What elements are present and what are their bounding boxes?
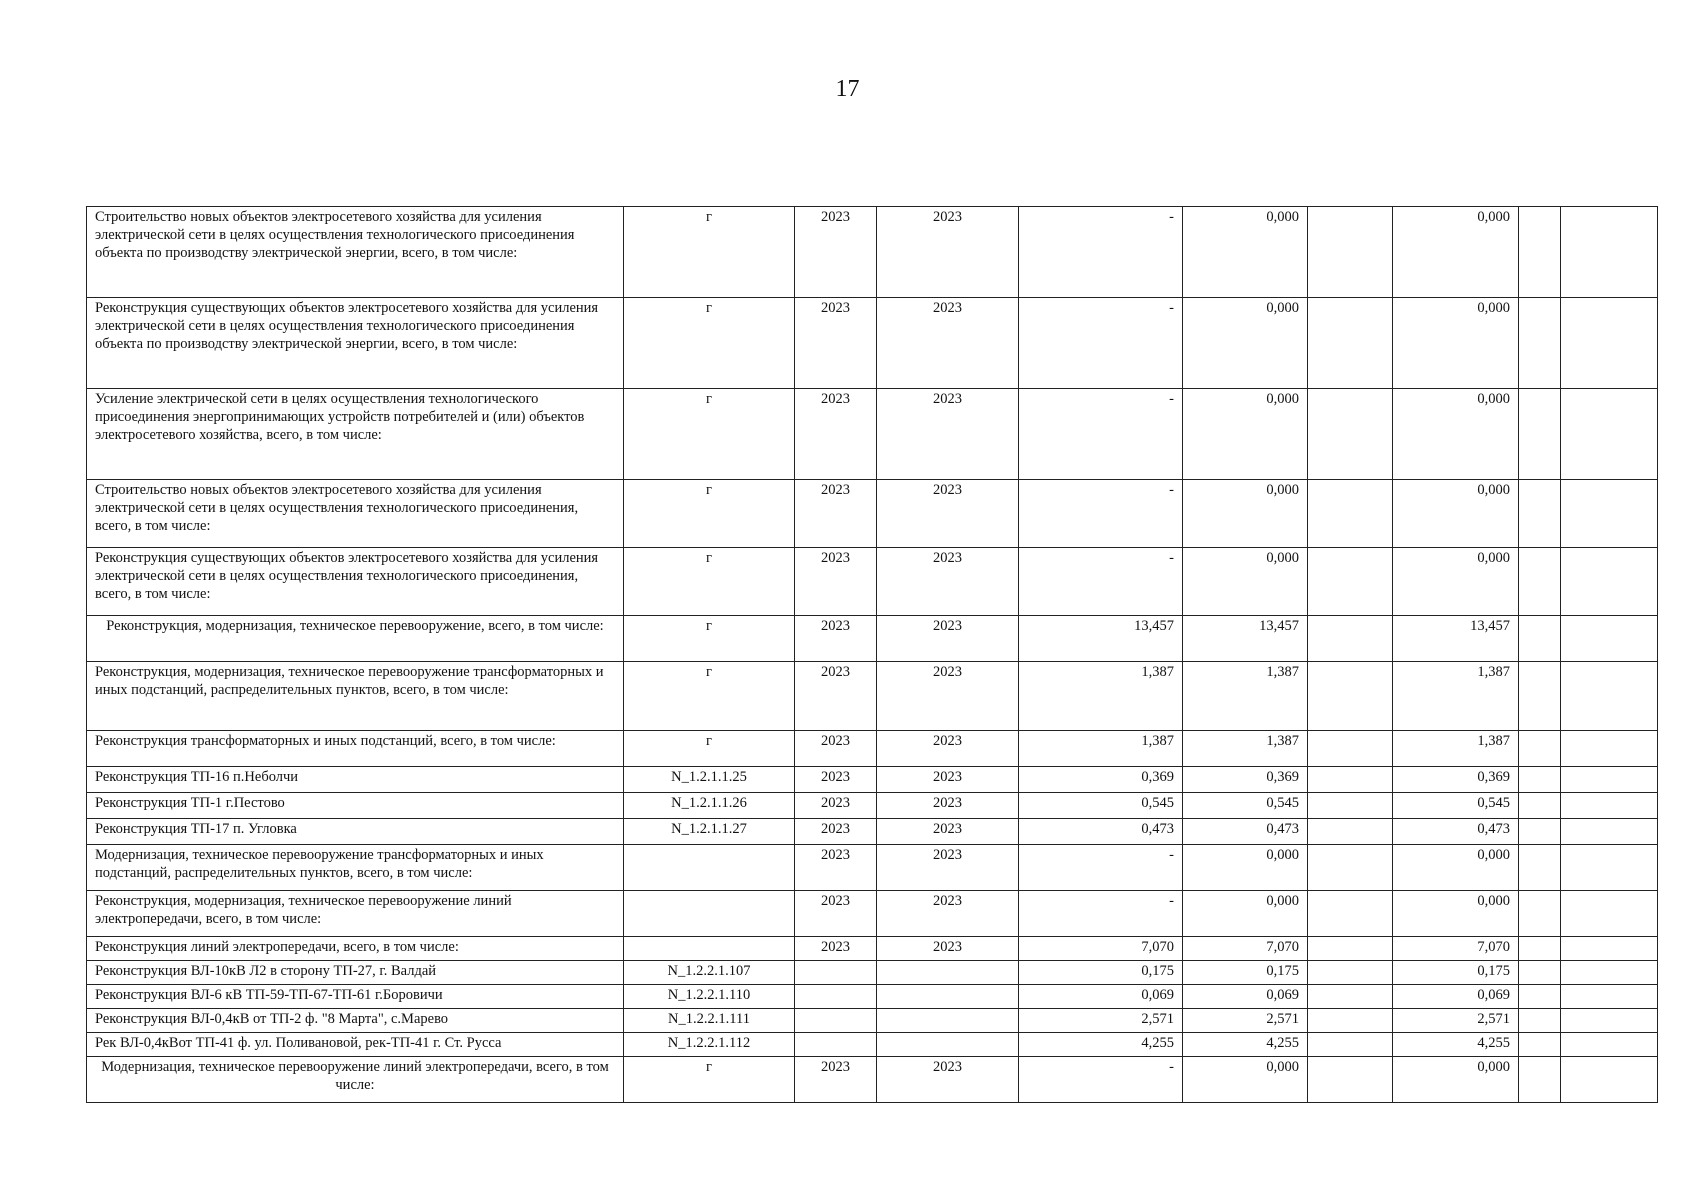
value-cell-2: 0,000 bbox=[1183, 389, 1308, 480]
row-name: Реконструкция, модернизация, техническое перевооружение линий электропередачи, всего, в том числе: bbox=[87, 891, 624, 937]
value-cell-3 bbox=[1308, 1033, 1393, 1057]
year-start-cell bbox=[795, 1033, 877, 1057]
year-start-cell: 2023 bbox=[795, 793, 877, 819]
year-end-cell bbox=[877, 985, 1019, 1009]
value-cell-3 bbox=[1308, 767, 1393, 793]
value-cell-6 bbox=[1561, 819, 1658, 845]
year-end-cell: 2023 bbox=[877, 548, 1019, 616]
row-name: Модернизация, техническое перевооружение трансформаторных и иных подстанций, распределительных пунктов, всего, в том числе: bbox=[87, 845, 624, 891]
value-cell-5 bbox=[1519, 389, 1561, 480]
year-end-cell: 2023 bbox=[877, 937, 1019, 961]
row-name: Модернизация, техническое перевооружение линий электропередачи, всего, в том числе: bbox=[87, 1057, 624, 1103]
value-cell-3 bbox=[1308, 207, 1393, 298]
value-cell-5 bbox=[1519, 845, 1561, 891]
row-code: N_1.2.1.1.26 bbox=[624, 793, 795, 819]
value-cell-1: 0,069 bbox=[1019, 985, 1183, 1009]
value-cell-1: 7,070 bbox=[1019, 937, 1183, 961]
value-cell-6 bbox=[1561, 1057, 1658, 1103]
row-code: г bbox=[624, 298, 795, 389]
value-cell-2: 0,000 bbox=[1183, 845, 1308, 891]
value-cell-1: - bbox=[1019, 480, 1183, 548]
year-end-cell: 2023 bbox=[877, 819, 1019, 845]
value-cell-1: - bbox=[1019, 891, 1183, 937]
year-end-cell: 2023 bbox=[877, 480, 1019, 548]
value-cell-2: 2,571 bbox=[1183, 1009, 1308, 1033]
table-row bbox=[87, 616, 1658, 662]
value-cell-5 bbox=[1519, 207, 1561, 298]
row-name: Реконструкция ВЛ-10кВ Л2 в сторону ТП-27, г. Валдай bbox=[87, 961, 624, 985]
value-cell-6 bbox=[1561, 961, 1658, 985]
row-name: Усиление электрической сети в целях осуществления технологического присоединения энергопринимающих устройств потребителей и (или) объектов электросетевого хозяйства, всего, в том числе: bbox=[87, 389, 624, 480]
value-cell-6 bbox=[1561, 616, 1658, 662]
value-cell-2: 4,255 bbox=[1183, 1033, 1308, 1057]
value-cell-3 bbox=[1308, 1057, 1393, 1103]
value-cell-6 bbox=[1561, 298, 1658, 389]
value-cell-6 bbox=[1561, 891, 1658, 937]
value-cell-4: 0,000 bbox=[1393, 389, 1519, 480]
year-end-cell: 2023 bbox=[877, 767, 1019, 793]
value-cell-1: 4,255 bbox=[1019, 1033, 1183, 1057]
row-code: N_1.2.1.1.27 bbox=[624, 819, 795, 845]
year-end-cell: 2023 bbox=[877, 207, 1019, 298]
year-end-cell: 2023 bbox=[877, 793, 1019, 819]
table-row bbox=[87, 662, 1658, 731]
value-cell-6 bbox=[1561, 731, 1658, 767]
table-body bbox=[87, 207, 1658, 1103]
row-code: г bbox=[624, 616, 795, 662]
row-code: N_1.2.2.1.112 bbox=[624, 1033, 795, 1057]
year-start-cell: 2023 bbox=[795, 389, 877, 480]
value-cell-1: 0,175 bbox=[1019, 961, 1183, 985]
year-start-cell: 2023 bbox=[795, 937, 877, 961]
value-cell-4: 0,545 bbox=[1393, 793, 1519, 819]
row-name: Реконструкция ТП-1 г.Пестово bbox=[87, 793, 624, 819]
value-cell-5 bbox=[1519, 985, 1561, 1009]
value-cell-6 bbox=[1561, 1033, 1658, 1057]
value-cell-4: 0,000 bbox=[1393, 845, 1519, 891]
year-end-cell bbox=[877, 1009, 1019, 1033]
value-cell-1: 1,387 bbox=[1019, 662, 1183, 731]
year-end-cell bbox=[877, 1033, 1019, 1057]
value-cell-2: 0,175 bbox=[1183, 961, 1308, 985]
value-cell-2: 13,457 bbox=[1183, 616, 1308, 662]
value-cell-1: 0,473 bbox=[1019, 819, 1183, 845]
value-cell-4: 4,255 bbox=[1393, 1033, 1519, 1057]
table-row bbox=[87, 1057, 1658, 1103]
table-row bbox=[87, 793, 1658, 819]
value-cell-4: 1,387 bbox=[1393, 731, 1519, 767]
value-cell-3 bbox=[1308, 961, 1393, 985]
value-cell-3 bbox=[1308, 1009, 1393, 1033]
value-cell-4: 0,000 bbox=[1393, 298, 1519, 389]
table-row bbox=[87, 731, 1658, 767]
value-cell-4: 0,069 bbox=[1393, 985, 1519, 1009]
value-cell-5 bbox=[1519, 662, 1561, 731]
year-start-cell: 2023 bbox=[795, 662, 877, 731]
page-number: 17 bbox=[835, 76, 860, 102]
row-code: г bbox=[624, 207, 795, 298]
table-row bbox=[87, 937, 1658, 961]
table-row bbox=[87, 845, 1658, 891]
table-row bbox=[87, 1009, 1658, 1033]
year-end-cell: 2023 bbox=[877, 616, 1019, 662]
value-cell-2: 0,545 bbox=[1183, 793, 1308, 819]
value-cell-5 bbox=[1519, 819, 1561, 845]
row-name: Реконструкция существующих объектов электросетевого хозяйства для усиления электрической сети в целях осуществления технологического присоединения объекта по производству электрической энергии, всего, в том числе: bbox=[87, 298, 624, 389]
table-row bbox=[87, 1033, 1658, 1057]
value-cell-6 bbox=[1561, 1009, 1658, 1033]
value-cell-3 bbox=[1308, 616, 1393, 662]
row-code: г bbox=[624, 731, 795, 767]
value-cell-3 bbox=[1308, 662, 1393, 731]
value-cell-1: - bbox=[1019, 548, 1183, 616]
value-cell-4: 0,000 bbox=[1393, 207, 1519, 298]
value-cell-1: - bbox=[1019, 845, 1183, 891]
row-code: N_1.2.2.1.107 bbox=[624, 961, 795, 985]
row-code bbox=[624, 937, 795, 961]
value-cell-6 bbox=[1561, 548, 1658, 616]
table-row bbox=[87, 207, 1658, 298]
value-cell-1: - bbox=[1019, 1057, 1183, 1103]
value-cell-4: 1,387 bbox=[1393, 662, 1519, 731]
row-code: N_1.2.1.1.25 bbox=[624, 767, 795, 793]
value-cell-3 bbox=[1308, 731, 1393, 767]
value-cell-1: 1,387 bbox=[1019, 731, 1183, 767]
value-cell-2: 0,000 bbox=[1183, 298, 1308, 389]
row-name: Реконструкция ТП-16 п.Неболчи bbox=[87, 767, 624, 793]
value-cell-3 bbox=[1308, 845, 1393, 891]
year-end-cell: 2023 bbox=[877, 845, 1019, 891]
value-cell-5 bbox=[1519, 937, 1561, 961]
row-code: N_1.2.2.1.110 bbox=[624, 985, 795, 1009]
value-cell-1: - bbox=[1019, 389, 1183, 480]
table-row bbox=[87, 985, 1658, 1009]
value-cell-4: 0,000 bbox=[1393, 548, 1519, 616]
value-cell-5 bbox=[1519, 1057, 1561, 1103]
table-row bbox=[87, 480, 1658, 548]
year-start-cell: 2023 bbox=[795, 207, 877, 298]
value-cell-2: 0,000 bbox=[1183, 548, 1308, 616]
value-cell-3 bbox=[1308, 985, 1393, 1009]
value-cell-1: 0,545 bbox=[1019, 793, 1183, 819]
value-cell-3 bbox=[1308, 548, 1393, 616]
year-start-cell: 2023 bbox=[795, 548, 877, 616]
value-cell-4: 0,000 bbox=[1393, 480, 1519, 548]
value-cell-3 bbox=[1308, 937, 1393, 961]
year-start-cell bbox=[795, 961, 877, 985]
row-name: Рек ВЛ-0,4кВот ТП-41 ф. ул. Поливановой, рек-ТП-41 г. Ст. Русса bbox=[87, 1033, 624, 1057]
year-end-cell bbox=[877, 961, 1019, 985]
value-cell-4: 0,000 bbox=[1393, 1057, 1519, 1103]
table-row bbox=[87, 819, 1658, 845]
value-cell-6 bbox=[1561, 662, 1658, 731]
value-cell-5 bbox=[1519, 731, 1561, 767]
row-name: Реконструкция трансформаторных и иных подстанций, всего, в том числе: bbox=[87, 731, 624, 767]
table-row bbox=[87, 298, 1658, 389]
row-code: г bbox=[624, 548, 795, 616]
year-start-cell: 2023 bbox=[795, 480, 877, 548]
value-cell-6 bbox=[1561, 937, 1658, 961]
table-row bbox=[87, 767, 1658, 793]
value-cell-6 bbox=[1561, 480, 1658, 548]
value-cell-5 bbox=[1519, 480, 1561, 548]
value-cell-5 bbox=[1519, 767, 1561, 793]
value-cell-3 bbox=[1308, 298, 1393, 389]
value-cell-2: 0,000 bbox=[1183, 891, 1308, 937]
year-end-cell: 2023 bbox=[877, 1057, 1019, 1103]
row-code: N_1.2.2.1.111 bbox=[624, 1009, 795, 1033]
year-start-cell: 2023 bbox=[795, 731, 877, 767]
value-cell-2: 0,000 bbox=[1183, 207, 1308, 298]
year-start-cell: 2023 bbox=[795, 298, 877, 389]
value-cell-2: 7,070 bbox=[1183, 937, 1308, 961]
year-start-cell: 2023 bbox=[795, 891, 877, 937]
value-cell-3 bbox=[1308, 389, 1393, 480]
value-cell-6 bbox=[1561, 207, 1658, 298]
value-cell-6 bbox=[1561, 389, 1658, 480]
value-cell-1: 2,571 bbox=[1019, 1009, 1183, 1033]
year-start-cell: 2023 bbox=[795, 767, 877, 793]
year-end-cell: 2023 bbox=[877, 298, 1019, 389]
value-cell-4: 0,473 bbox=[1393, 819, 1519, 845]
value-cell-2: 0,069 bbox=[1183, 985, 1308, 1009]
value-cell-2: 0,473 bbox=[1183, 819, 1308, 845]
value-cell-2: 1,387 bbox=[1183, 662, 1308, 731]
value-cell-4: 13,457 bbox=[1393, 616, 1519, 662]
value-cell-3 bbox=[1308, 891, 1393, 937]
value-cell-1: - bbox=[1019, 298, 1183, 389]
row-name: Реконструкция ВЛ-0,4кВ от ТП-2 ф. "8 Марта", с.Марево bbox=[87, 1009, 624, 1033]
value-cell-2: 0,000 bbox=[1183, 480, 1308, 548]
value-cell-4: 7,070 bbox=[1393, 937, 1519, 961]
value-cell-5 bbox=[1519, 1033, 1561, 1057]
value-cell-4: 0,000 bbox=[1393, 891, 1519, 937]
year-start-cell: 2023 bbox=[795, 1057, 877, 1103]
year-start-cell bbox=[795, 985, 877, 1009]
value-cell-1: 0,369 bbox=[1019, 767, 1183, 793]
value-cell-2: 1,387 bbox=[1183, 731, 1308, 767]
row-name: Реконструкция ТП-17 п. Угловка bbox=[87, 819, 624, 845]
value-cell-4: 0,175 bbox=[1393, 961, 1519, 985]
year-start-cell: 2023 bbox=[795, 819, 877, 845]
value-cell-5 bbox=[1519, 298, 1561, 389]
value-cell-5 bbox=[1519, 1009, 1561, 1033]
year-end-cell: 2023 bbox=[877, 891, 1019, 937]
value-cell-1: - bbox=[1019, 207, 1183, 298]
row-code: г bbox=[624, 662, 795, 731]
row-name: Реконструкция, модернизация, техническое перевооружение, всего, в том числе: bbox=[87, 616, 624, 662]
value-cell-2: 0,369 bbox=[1183, 767, 1308, 793]
row-code: г bbox=[624, 389, 795, 480]
value-cell-3 bbox=[1308, 480, 1393, 548]
value-cell-5 bbox=[1519, 616, 1561, 662]
row-code: г bbox=[624, 1057, 795, 1103]
value-cell-2: 0,000 bbox=[1183, 1057, 1308, 1103]
value-cell-6 bbox=[1561, 845, 1658, 891]
value-cell-5 bbox=[1519, 891, 1561, 937]
table-row bbox=[87, 961, 1658, 985]
value-cell-6 bbox=[1561, 767, 1658, 793]
year-start-cell: 2023 bbox=[795, 845, 877, 891]
row-name: Реконструкция линий электропередачи, всего, в том числе: bbox=[87, 937, 624, 961]
value-cell-5 bbox=[1519, 793, 1561, 819]
value-cell-3 bbox=[1308, 793, 1393, 819]
row-name: Реконструкция ВЛ-6 кВ ТП-59-ТП-67-ТП-61 г.Боровичи bbox=[87, 985, 624, 1009]
row-name: Строительство новых объектов электросетевого хозяйства для усиления электрической сети в целях осуществления технологического присоединения, всего, в том числе: bbox=[87, 480, 624, 548]
year-start-cell: 2023 bbox=[795, 616, 877, 662]
value-cell-6 bbox=[1561, 985, 1658, 1009]
row-code bbox=[624, 891, 795, 937]
row-name: Реконструкция существующих объектов электросетевого хозяйства для усиления электрической сети в целях осуществления технологического присоединения, всего, в том числе: bbox=[87, 548, 624, 616]
value-cell-4: 2,571 bbox=[1393, 1009, 1519, 1033]
value-cell-6 bbox=[1561, 793, 1658, 819]
value-cell-1: 13,457 bbox=[1019, 616, 1183, 662]
year-end-cell: 2023 bbox=[877, 731, 1019, 767]
year-end-cell: 2023 bbox=[877, 389, 1019, 480]
row-code: г bbox=[624, 480, 795, 548]
table-row bbox=[87, 891, 1658, 937]
value-cell-4: 0,369 bbox=[1393, 767, 1519, 793]
value-cell-5 bbox=[1519, 548, 1561, 616]
row-code bbox=[624, 845, 795, 891]
year-start-cell bbox=[795, 1009, 877, 1033]
table-row bbox=[87, 389, 1658, 480]
value-cell-3 bbox=[1308, 819, 1393, 845]
value-cell-5 bbox=[1519, 961, 1561, 985]
row-name: Реконструкция, модернизация, техническое перевооружение трансформаторных и иных подстанций, распределительных пунктов, всего, в том числе: bbox=[87, 662, 624, 731]
investment-plan-table bbox=[86, 206, 1658, 1103]
row-name: Строительство новых объектов электросетевого хозяйства для усиления электрической сети в целях осуществления технологического присоединения объекта по производству электрической энергии, всего, в том числе: bbox=[87, 207, 624, 298]
year-end-cell: 2023 bbox=[877, 662, 1019, 731]
table-row bbox=[87, 548, 1658, 616]
